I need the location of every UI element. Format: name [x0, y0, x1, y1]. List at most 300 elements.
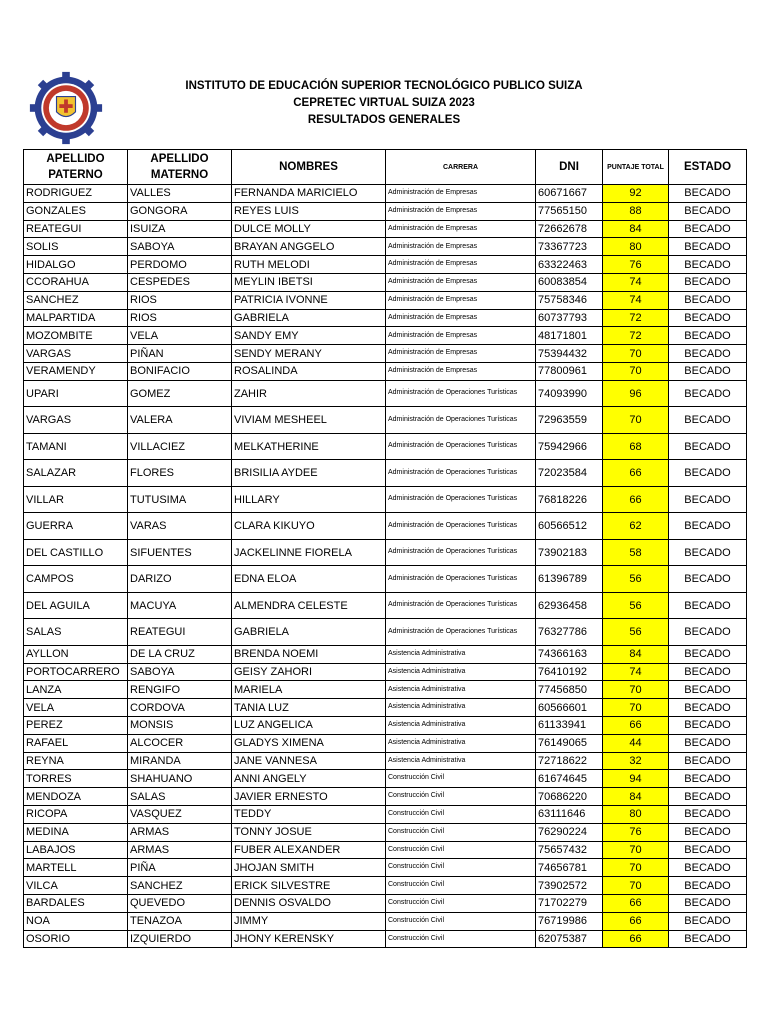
table-row — [24, 291, 747, 309]
carrera-cell: Asistencia Administrativa — [386, 734, 536, 752]
dni-cell: 74093990 — [536, 380, 603, 407]
nombres-cell: JAVIER ERNESTO — [232, 788, 386, 806]
header-apellido-paterno: APELLIDO PATERNO — [24, 150, 128, 185]
apellido-materno-cell: VASQUEZ — [128, 805, 232, 823]
dni-cell: 76149065 — [536, 734, 603, 752]
table-row — [24, 433, 747, 460]
puntaje-cell: 70 — [603, 345, 669, 363]
nombres-cell: FERNANDA MARICIELO — [232, 185, 386, 203]
apellido-materno-cell: SALAS — [128, 788, 232, 806]
table-row — [24, 823, 747, 841]
estado-cell: BECADO — [669, 309, 747, 327]
dni-cell: 76290224 — [536, 823, 603, 841]
estado-cell: BECADO — [669, 788, 747, 806]
nombres-cell: TANIA LUZ — [232, 699, 386, 717]
estado-cell: BECADO — [669, 460, 747, 487]
dni-cell: 71702279 — [536, 894, 603, 912]
estado-cell: BECADO — [669, 894, 747, 912]
puntaje-cell: 76 — [603, 256, 669, 274]
apellido-paterno-cell: PEREZ — [24, 716, 128, 734]
apellido-paterno-cell: MENDOZA — [24, 788, 128, 806]
estado-cell: BECADO — [669, 273, 747, 291]
apellido-materno-cell: GONGORA — [128, 202, 232, 220]
dni-cell: 60566601 — [536, 699, 603, 717]
estado-cell: BECADO — [669, 841, 747, 859]
dni-cell: 63111646 — [536, 805, 603, 823]
carrera-cell: Asistencia Administrativa — [386, 716, 536, 734]
dni-cell: 72023584 — [536, 460, 603, 487]
nombres-cell: GABRIELA — [232, 309, 386, 327]
carrera-cell: Construcción Civil — [386, 823, 536, 841]
apellido-paterno-cell: MARTELL — [24, 859, 128, 877]
carrera-cell: Construcción Civil — [386, 912, 536, 930]
apellido-materno-cell: FLORES — [128, 460, 232, 487]
table-row — [24, 663, 747, 681]
table-row — [24, 327, 747, 345]
dni-cell: 48171801 — [536, 327, 603, 345]
table-row — [24, 619, 747, 646]
puntaje-cell: 70 — [603, 859, 669, 877]
apellido-paterno-cell: LANZA — [24, 681, 128, 699]
apellido-materno-cell: VELA — [128, 327, 232, 345]
apellido-paterno-cell: MOZOMBITE — [24, 327, 128, 345]
puntaje-cell: 70 — [603, 699, 669, 717]
nombres-cell: SENDY MERANY — [232, 345, 386, 363]
puntaje-cell: 96 — [603, 380, 669, 407]
apellido-paterno-cell: GUERRA — [24, 513, 128, 540]
apellido-paterno-cell: REYNA — [24, 752, 128, 770]
apellido-materno-cell: CORDOVA — [128, 699, 232, 717]
table-row — [24, 256, 747, 274]
carrera-cell: Administración de Operaciones Turísticas — [386, 380, 536, 407]
puntaje-cell: 70 — [603, 681, 669, 699]
apellido-materno-cell: MIRANDA — [128, 752, 232, 770]
apellido-materno-cell: SABOYA — [128, 663, 232, 681]
estado-cell: BECADO — [669, 805, 747, 823]
carrera-cell: Administración de Operaciones Turísticas — [386, 592, 536, 619]
apellido-paterno-cell: TAMANI — [24, 433, 128, 460]
dni-cell: 73902183 — [536, 539, 603, 566]
estado-cell: BECADO — [669, 238, 747, 256]
nombres-cell: GABRIELA — [232, 619, 386, 646]
estado-cell: BECADO — [669, 663, 747, 681]
carrera-cell: Administración de Operaciones Turísticas — [386, 566, 536, 593]
puntaje-cell: 74 — [603, 291, 669, 309]
nombres-cell: CLARA KIKUYO — [232, 513, 386, 540]
apellido-materno-cell: ALCOCER — [128, 734, 232, 752]
puntaje-cell: 92 — [603, 185, 669, 203]
dni-cell: 62075387 — [536, 930, 603, 948]
apellido-paterno-cell: BARDALES — [24, 894, 128, 912]
header-puntaje-total: PUNTAJE TOTAL — [603, 150, 669, 185]
apellido-materno-cell: RIOS — [128, 309, 232, 327]
carrera-cell: Construcción Civil — [386, 805, 536, 823]
estado-cell: BECADO — [669, 592, 747, 619]
table-row — [24, 513, 747, 540]
carrera-cell: Administración de Empresas — [386, 327, 536, 345]
puntaje-cell: 70 — [603, 841, 669, 859]
apellido-materno-cell: MACUYA — [128, 592, 232, 619]
puntaje-cell: 66 — [603, 460, 669, 487]
apellido-paterno-cell: NOA — [24, 912, 128, 930]
nombres-cell: FUBER ALEXANDER — [232, 841, 386, 859]
table-row — [24, 362, 747, 380]
nombres-cell: BRENDA NOEMI — [232, 645, 386, 663]
carrera-cell: Asistencia Administrativa — [386, 645, 536, 663]
carrera-cell: Construcción Civil — [386, 770, 536, 788]
program-title: CEPRETEC VIRTUAL SUIZA 2023 — [293, 97, 475, 109]
estado-cell: BECADO — [669, 877, 747, 895]
puntaje-cell: 72 — [603, 309, 669, 327]
nombres-cell: REYES LUIS — [232, 202, 386, 220]
puntaje-cell: 66 — [603, 912, 669, 930]
dni-cell: 72662678 — [536, 220, 603, 238]
apellido-materno-cell: BONIFACIO — [128, 362, 232, 380]
estado-cell: BECADO — [669, 291, 747, 309]
apellido-paterno-cell: REATEGUI — [24, 220, 128, 238]
puntaje-cell: 44 — [603, 734, 669, 752]
nombres-cell: ERICK SILVESTRE — [232, 877, 386, 895]
apellido-materno-cell: TUTUSIMA — [128, 486, 232, 513]
dni-cell: 76818226 — [536, 486, 603, 513]
apellido-materno-cell: SABOYA — [128, 238, 232, 256]
dni-cell: 75657432 — [536, 841, 603, 859]
nombres-cell: RUTH MELODI — [232, 256, 386, 274]
carrera-cell: Administración de Empresas — [386, 185, 536, 203]
apellido-materno-cell: VALERA — [128, 407, 232, 434]
dni-cell: 61133941 — [536, 716, 603, 734]
apellido-materno-cell: ARMAS — [128, 823, 232, 841]
apellido-materno-cell: VARAS — [128, 513, 232, 540]
carrera-cell: Administración de Empresas — [386, 256, 536, 274]
apellido-materno-cell: GOMEZ — [128, 380, 232, 407]
puntaje-cell: 74 — [603, 273, 669, 291]
puntaje-cell: 74 — [603, 663, 669, 681]
apellido-paterno-cell: HIDALGO — [24, 256, 128, 274]
nombres-cell: GEISY ZAHORI — [232, 663, 386, 681]
puntaje-cell: 84 — [603, 645, 669, 663]
table-row — [24, 752, 747, 770]
dni-cell: 73902572 — [536, 877, 603, 895]
nombres-cell: DULCE MOLLY — [232, 220, 386, 238]
estado-cell: BECADO — [669, 930, 747, 948]
puntaje-cell: 58 — [603, 539, 669, 566]
table-row — [24, 566, 747, 593]
estado-cell: BECADO — [669, 859, 747, 877]
nombres-cell: TEDDY — [232, 805, 386, 823]
table-row — [24, 912, 747, 930]
estado-cell: BECADO — [669, 539, 747, 566]
carrera-cell: Administración de Empresas — [386, 362, 536, 380]
dni-cell: 73367723 — [536, 238, 603, 256]
dni-cell: 72963559 — [536, 407, 603, 434]
apellido-materno-cell: RENGIFO — [128, 681, 232, 699]
dni-cell: 72718622 — [536, 752, 603, 770]
nombres-cell: TONNY JOSUE — [232, 823, 386, 841]
table-row — [24, 770, 747, 788]
puntaje-cell: 70 — [603, 362, 669, 380]
nombres-cell: JANE VANNESA — [232, 752, 386, 770]
section-title: RESULTADOS GENERALES — [307, 114, 461, 126]
apellido-materno-cell: SHAHUANO — [128, 770, 232, 788]
header-carrera: CARRERA — [386, 150, 536, 185]
apellido-materno-cell: ARMAS — [128, 841, 232, 859]
dni-cell: 77800961 — [536, 362, 603, 380]
apellido-paterno-cell: SALAZAR — [24, 460, 128, 487]
dni-cell: 70686220 — [536, 788, 603, 806]
apellido-paterno-cell: SALAS — [24, 619, 128, 646]
estado-cell: BECADO — [669, 752, 747, 770]
nombres-cell: ROSALINDA — [232, 362, 386, 380]
estado-cell: BECADO — [669, 486, 747, 513]
apellido-paterno-cell: RICOPA — [24, 805, 128, 823]
carrera-cell: Construcción Civil — [386, 930, 536, 948]
estado-cell: BECADO — [669, 823, 747, 841]
apellido-paterno-cell: DEL AGUILA — [24, 592, 128, 619]
estado-cell: BECADO — [669, 681, 747, 699]
table-row — [24, 859, 747, 877]
dni-cell: 76719986 — [536, 912, 603, 930]
table-row — [24, 407, 747, 434]
results-table — [23, 149, 747, 948]
carrera-cell: Administración de Empresas — [386, 345, 536, 363]
apellido-materno-cell: CESPEDES — [128, 273, 232, 291]
header-nombres: NOMBRES — [232, 150, 386, 185]
table-row — [24, 273, 747, 291]
nombres-cell: VIVIAM MESHEEL — [232, 407, 386, 434]
institution-title: INSTITUTO DE EDUCACIÓN SUPERIOR TECNOLÓGICO PUBLICO SUIZA — [185, 80, 583, 92]
carrera-cell: Administración de Operaciones Turísticas — [386, 539, 536, 566]
apellido-paterno-cell: VARGAS — [24, 345, 128, 363]
table-row — [24, 460, 747, 487]
puntaje-cell: 84 — [603, 788, 669, 806]
estado-cell: BECADO — [669, 734, 747, 752]
nombres-cell: ALMENDRA CELESTE — [232, 592, 386, 619]
puntaje-cell: 66 — [603, 716, 669, 734]
apellido-materno-cell: ISUIZA — [128, 220, 232, 238]
estado-cell: BECADO — [669, 220, 747, 238]
apellido-materno-cell: QUEVEDO — [128, 894, 232, 912]
dni-cell: 75942966 — [536, 433, 603, 460]
estado-cell: BECADO — [669, 345, 747, 363]
apellido-paterno-cell: CCORAHUA — [24, 273, 128, 291]
dni-cell: 60083854 — [536, 273, 603, 291]
estado-cell: BECADO — [669, 699, 747, 717]
dni-cell: 63322463 — [536, 256, 603, 274]
puntaje-cell: 70 — [603, 877, 669, 895]
header-dni: DNI — [536, 150, 603, 185]
nombres-cell: GLADYS XIMENA — [232, 734, 386, 752]
nombres-cell: MARIELA — [232, 681, 386, 699]
nombres-cell: JIMMY — [232, 912, 386, 930]
table-row — [24, 202, 747, 220]
estado-cell: BECADO — [669, 716, 747, 734]
table-row — [24, 930, 747, 948]
carrera-cell: Administración de Empresas — [386, 309, 536, 327]
apellido-paterno-cell: VARGAS — [24, 407, 128, 434]
table-row — [24, 681, 747, 699]
table-row — [24, 894, 747, 912]
nombres-cell: DENNIS OSVALDO — [232, 894, 386, 912]
table-row — [24, 220, 747, 238]
carrera-cell: Administración de Operaciones Turísticas — [386, 433, 536, 460]
document-header — [120, 78, 648, 129]
nombres-cell: MELKATHERINE — [232, 433, 386, 460]
puntaje-cell: 56 — [603, 592, 669, 619]
carrera-cell: Construcción Civil — [386, 894, 536, 912]
carrera-cell: Construcción Civil — [386, 788, 536, 806]
apellido-paterno-cell: VERAMENDY — [24, 362, 128, 380]
apellido-paterno-cell: VELA — [24, 699, 128, 717]
puntaje-cell: 32 — [603, 752, 669, 770]
carrera-cell: Administración de Empresas — [386, 220, 536, 238]
dni-cell: 74656781 — [536, 859, 603, 877]
table-row — [24, 788, 747, 806]
nombres-cell: ANNI ANGELY — [232, 770, 386, 788]
apellido-materno-cell: VALLES — [128, 185, 232, 203]
nombres-cell: JHONY KERENSKY — [232, 930, 386, 948]
dni-cell: 75394432 — [536, 345, 603, 363]
carrera-cell: Construcción Civil — [386, 841, 536, 859]
dni-cell: 61396789 — [536, 566, 603, 593]
puntaje-cell: 84 — [603, 220, 669, 238]
puntaje-cell: 70 — [603, 407, 669, 434]
table-row — [24, 841, 747, 859]
carrera-cell: Administración de Operaciones Turísticas — [386, 619, 536, 646]
table-row — [24, 309, 747, 327]
puntaje-cell: 94 — [603, 770, 669, 788]
nombres-cell: PATRICIA IVONNE — [232, 291, 386, 309]
apellido-paterno-cell: TORRES — [24, 770, 128, 788]
estado-cell: BECADO — [669, 645, 747, 663]
puntaje-cell: 80 — [603, 238, 669, 256]
dni-cell: 60566512 — [536, 513, 603, 540]
apellido-materno-cell: TENAZOA — [128, 912, 232, 930]
apellido-paterno-cell: UPARI — [24, 380, 128, 407]
puntaje-cell: 66 — [603, 486, 669, 513]
nombres-cell: JHOJAN SMITH — [232, 859, 386, 877]
carrera-cell: Asistencia Administrativa — [386, 663, 536, 681]
table-row — [24, 345, 747, 363]
puntaje-cell: 68 — [603, 433, 669, 460]
nombres-cell: JACKELINNE FIORELA — [232, 539, 386, 566]
estado-cell: BECADO — [669, 770, 747, 788]
header-estado: ESTADO — [669, 150, 747, 185]
puntaje-cell: 72 — [603, 327, 669, 345]
table-row — [24, 734, 747, 752]
apellido-paterno-cell: CAMPOS — [24, 566, 128, 593]
nombres-cell: LUZ ANGELICA — [232, 716, 386, 734]
table-row — [24, 716, 747, 734]
estado-cell: BECADO — [669, 380, 747, 407]
dni-cell: 61674645 — [536, 770, 603, 788]
table-row — [24, 380, 747, 407]
apellido-paterno-cell: GONZALES — [24, 202, 128, 220]
nombres-cell: BRISILIA AYDEE — [232, 460, 386, 487]
apellido-materno-cell: SIFUENTES — [128, 539, 232, 566]
dni-cell: 74366163 — [536, 645, 603, 663]
table-row — [24, 877, 747, 895]
carrera-cell: Construcción Civil — [386, 859, 536, 877]
apellido-paterno-cell: VILLAR — [24, 486, 128, 513]
nombres-cell: ZAHIR — [232, 380, 386, 407]
carrera-cell: Administración de Empresas — [386, 291, 536, 309]
puntaje-cell: 56 — [603, 566, 669, 593]
estado-cell: BECADO — [669, 185, 747, 203]
estado-cell: BECADO — [669, 619, 747, 646]
carrera-cell: Administración de Operaciones Turísticas — [386, 407, 536, 434]
carrera-cell: Asistencia Administrativa — [386, 699, 536, 717]
apellido-materno-cell: PIÑA — [128, 859, 232, 877]
table-header-row — [24, 150, 747, 185]
puntaje-cell: 56 — [603, 619, 669, 646]
estado-cell: BECADO — [669, 433, 747, 460]
nombres-cell: SANDY EMY — [232, 327, 386, 345]
puntaje-cell: 76 — [603, 823, 669, 841]
dni-cell: 62936458 — [536, 592, 603, 619]
apellido-paterno-cell: AYLLON — [24, 645, 128, 663]
dni-cell: 60671667 — [536, 185, 603, 203]
estado-cell: BECADO — [669, 327, 747, 345]
dni-cell: 75758346 — [536, 291, 603, 309]
table-row — [24, 592, 747, 619]
apellido-paterno-cell: SOLIS — [24, 238, 128, 256]
nombres-cell: EDNA ELOA — [232, 566, 386, 593]
apellido-paterno-cell: OSORIO — [24, 930, 128, 948]
estado-cell: BECADO — [669, 256, 747, 274]
carrera-cell: Administración de Operaciones Turísticas — [386, 513, 536, 540]
apellido-paterno-cell: VILCA — [24, 877, 128, 895]
header-apellido-materno: APELLIDO MATERNO — [128, 150, 232, 185]
apellido-materno-cell: SANCHEZ — [128, 877, 232, 895]
carrera-cell: Administración de Empresas — [386, 202, 536, 220]
table-row — [24, 805, 747, 823]
dni-cell: 76327786 — [536, 619, 603, 646]
apellido-materno-cell: IZQUIERDO — [128, 930, 232, 948]
apellido-paterno-cell: LABAJOS — [24, 841, 128, 859]
carrera-cell: Asistencia Administrativa — [386, 681, 536, 699]
apellido-materno-cell: VILLACIEZ — [128, 433, 232, 460]
estado-cell: BECADO — [669, 407, 747, 434]
carrera-cell: Administración de Empresas — [386, 273, 536, 291]
estado-cell: BECADO — [669, 202, 747, 220]
nombres-cell: MEYLIN IBETSI — [232, 273, 386, 291]
table-row — [24, 645, 747, 663]
apellido-materno-cell: RIOS — [128, 291, 232, 309]
table-row — [24, 238, 747, 256]
apellido-paterno-cell: RAFAEL — [24, 734, 128, 752]
apellido-materno-cell: REATEGUI — [128, 619, 232, 646]
institution-seal-icon — [28, 70, 104, 146]
table-row — [24, 539, 747, 566]
apellido-paterno-cell: PORTOCARRERO — [24, 663, 128, 681]
apellido-materno-cell: DARIZO — [128, 566, 232, 593]
estado-cell: BECADO — [669, 513, 747, 540]
apellido-paterno-cell: MEDINA — [24, 823, 128, 841]
carrera-cell: Administración de Operaciones Turísticas — [386, 486, 536, 513]
apellido-materno-cell: PIÑAN — [128, 345, 232, 363]
apellido-paterno-cell: SANCHEZ — [24, 291, 128, 309]
apellido-materno-cell: MONSIS — [128, 716, 232, 734]
table-row — [24, 699, 747, 717]
dni-cell: 77456850 — [536, 681, 603, 699]
apellido-paterno-cell: RODRIGUEZ — [24, 185, 128, 203]
puntaje-cell: 80 — [603, 805, 669, 823]
apellido-materno-cell: PERDOMO — [128, 256, 232, 274]
dni-cell: 76410192 — [536, 663, 603, 681]
puntaje-cell: 66 — [603, 894, 669, 912]
dni-cell: 77565150 — [536, 202, 603, 220]
